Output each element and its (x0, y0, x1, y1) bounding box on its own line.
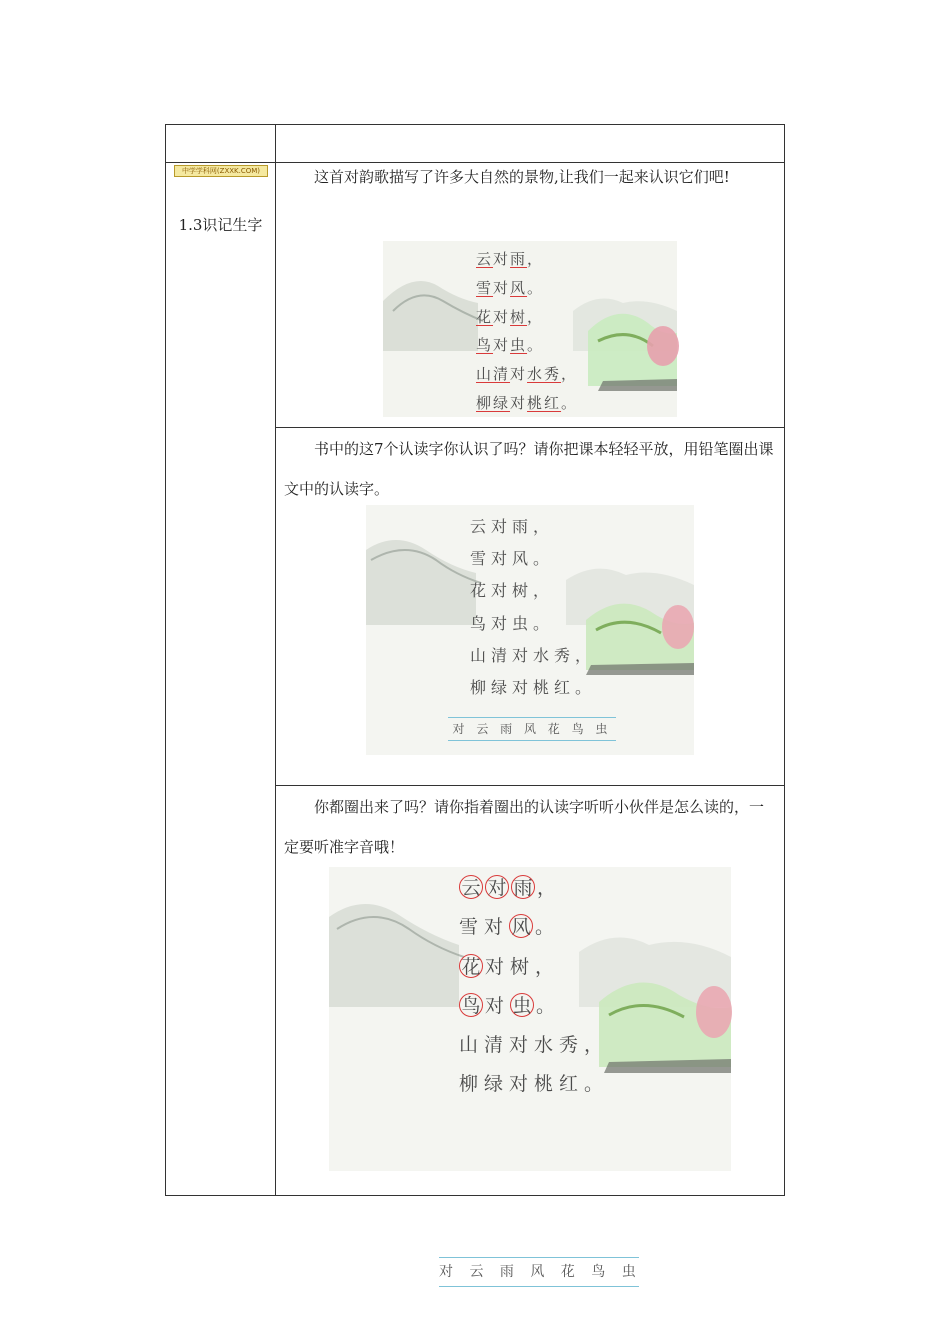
poem-char: 鸟 (476, 336, 494, 355)
poem-char: 鸟 (470, 613, 492, 633)
poem-char: 对 (491, 581, 513, 601)
poem-char: 雨 (510, 250, 528, 268)
poem-word: 桃红 (527, 393, 562, 412)
poem-char-circled: 花 (459, 954, 483, 978)
poem-char-circled: 鸟 (459, 993, 483, 1017)
poem-word: 水秀 (527, 365, 562, 384)
poem-char: 雨 (512, 517, 534, 536)
poem-punct: 。 (533, 613, 555, 633)
poem-char: 雪 (459, 916, 485, 939)
poem-word: 桃红 (534, 1073, 585, 1096)
poem-char: 对 (493, 336, 511, 355)
poem-char: 花 (470, 581, 492, 601)
poem-punct: 。 (575, 678, 597, 698)
poem-char: 云 (476, 250, 494, 268)
poem-punct: ， (533, 581, 555, 601)
poem-word: 山清 (470, 645, 513, 665)
section-label: 1.3识记生字 (178, 216, 263, 234)
poem-text (459, 869, 609, 1105)
poem-char: 风 (512, 549, 534, 569)
poem-char: 对 (509, 1073, 535, 1096)
poem-char-circled: 虫 (510, 993, 534, 1017)
poem-char: 对 (510, 393, 528, 412)
poem-char-circled: 云 (459, 875, 483, 899)
poem-word: 柳绿 (476, 393, 511, 412)
lesson-table (165, 124, 785, 1280)
poem-word: 桃红 (533, 678, 576, 698)
poem-punct: 。 (527, 336, 545, 355)
poem-char: 对 (491, 613, 513, 633)
poem-char: 对 (512, 645, 534, 665)
poem-char: 虫 (512, 613, 534, 633)
poem-punct: ， (575, 645, 597, 665)
row-divider (275, 427, 784, 428)
poem-char: 对 (512, 678, 534, 698)
watermark-logo: 中学学科网(ZXXK.COM) (174, 165, 268, 177)
poem-word: 山清 (476, 365, 511, 384)
row-divider (275, 785, 784, 786)
poem-char: 对 (491, 549, 513, 569)
poem-word: 水秀 (533, 645, 576, 665)
poem-punct: 。 (533, 549, 555, 569)
poem-word: 柳绿 (470, 678, 513, 698)
poem-char: 对 (485, 955, 511, 978)
poem-word: 山清 (459, 1034, 510, 1057)
poem-punct: ， (537, 877, 563, 899)
poem-punct: 。 (561, 393, 579, 412)
poem-char: 对 (491, 517, 513, 536)
poem-punct: 。 (535, 916, 561, 939)
poem-illustration-plain (366, 505, 694, 755)
poem-punct: ， (584, 1034, 610, 1057)
poem-char: 对 (484, 916, 510, 939)
poem-punct: ， (533, 517, 555, 536)
poem-punct: ， (561, 365, 579, 384)
poem-text (470, 511, 596, 704)
poem-char: 雪 (470, 549, 492, 569)
poem-char-circled: 雨 (511, 875, 535, 899)
poem-word: 柳绿 (459, 1073, 510, 1096)
poem-char: 雪 (476, 278, 494, 297)
poem-punct: 。 (536, 994, 562, 1017)
poem-text (476, 245, 578, 418)
poem-char: 云 (470, 517, 492, 536)
poem-char: 树 (510, 307, 528, 326)
poem-char: 对 (509, 1034, 535, 1057)
poem-punct: ， (535, 955, 561, 978)
poem-char: 树 (512, 581, 534, 601)
column-divider (275, 125, 276, 1195)
poem-char-circled: 风 (509, 914, 533, 938)
paragraph-reading: 你都圈出来了吗？请你指着圈出的认读字听听小伙伴是怎么读的，一定要听准字音哦！ (284, 798, 765, 856)
poem-punct: ， (527, 307, 545, 326)
poem-char: 风 (510, 278, 528, 297)
character-bar: 对 云 雨 风 花 鸟 虫 (448, 717, 616, 741)
poem-punct: 。 (527, 278, 545, 297)
poem-char: 对 (510, 365, 528, 384)
character-bar: 对 云 雨 风 花 鸟 虫 (439, 1257, 639, 1287)
poem-char: 对 (493, 278, 511, 297)
poem-char: 对 (493, 307, 511, 326)
poem-char: 虫 (510, 336, 528, 355)
poem-char: 花 (476, 307, 494, 326)
paragraph-intro: 这首对韵歌描写了许多大自然的景物,让我们一起来认识它们吧! (314, 168, 730, 186)
poem-word: 水秀 (534, 1034, 585, 1057)
poem-punct: 。 (584, 1073, 610, 1096)
poem-illustration-circled (329, 867, 731, 1280)
poem-char-circled: 对 (485, 875, 509, 899)
poem-illustration-underlined (383, 241, 677, 417)
poem-char: 树 (510, 955, 536, 978)
poem-punct: ， (527, 250, 545, 268)
poem-char: 对 (485, 994, 511, 1017)
paragraph-instruction: 书中的这7个认读字你认识了吗？请你把课本轻轻平放，用铅笔圈出课文中的认读字。 (284, 440, 774, 498)
poem-char: 对 (493, 250, 511, 268)
